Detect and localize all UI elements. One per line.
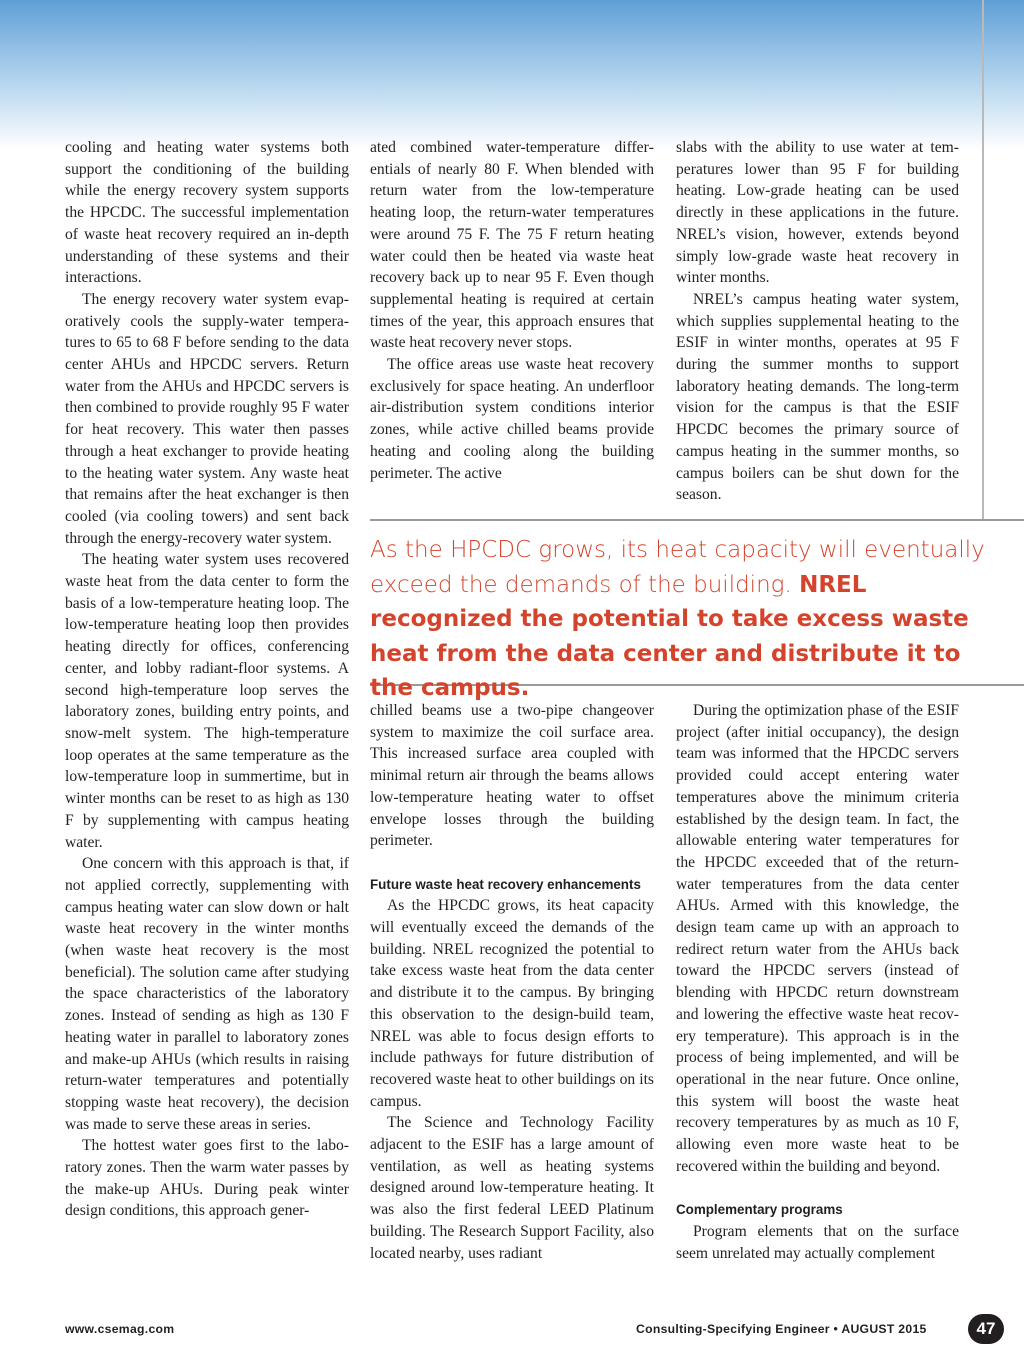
footer-publication: Consulting-Specifying Engineer • AUGUST 2015: [636, 1322, 927, 1336]
column-2-top: [370, 137, 654, 484]
pull-quote-bold-text: NREL recognized the potential to take excess waste heat from the data center and distribute it to the campus.: [370, 571, 969, 701]
body-paragraph: One concern with this approach is that, if not applied correctly, supplementing with campus heating water can slow down or halt waste heat recovery in the winter months (when waste heat recovery is the most beneficial). The solution came after studying the space characteristics of the laboratory zones. Instead of sending as high as 130 F heating water in parallel to laboratory zones and make-up AHUs (which results in raising return-water temperatures and potentially stopping waste heat recovery), the decision was made to serve these areas in series.: [65, 855, 349, 1133]
section-heading: Future waste heat recovery enhancements: [370, 876, 641, 892]
header-gradient-band: [0, 0, 1024, 150]
page-number-badge: 47: [968, 1314, 1004, 1344]
section-heading: Complementary programs: [676, 1202, 843, 1218]
body-paragraph: The office areas use waste heat recovery exclusively for space heating. An underfloor air-distribution system conditions interior zones, while active chilled beams provide heating and cooling along the building perimeter. The active: [370, 356, 654, 482]
body-paragraph: cooling and heating water systems both support the conditioning of the building while the energy recovery system supports the HPCDC. The successful implementation of waste heat recovery required an in-depth understanding of these systems and their interactions.: [65, 139, 349, 287]
right-margin-rule: [982, 0, 984, 520]
body-paragraph: The hottest water goes first to the laboratory zones. Then the warm water passes by the make-up AHUs. During peak winter design conditions, this approach gener-: [65, 1137, 349, 1220]
column-3-bottom: [676, 700, 959, 1264]
pull-quote: [370, 533, 1010, 706]
body-paragraph: The Science and Technology Facility adjacent to the ESIF has a large amount of ventilation, as well as heating systems designed around low-temperature heating. It was also the first federal LEED Platinum building. The Research Support Facility, also located nearby, uses radiant: [370, 1114, 654, 1262]
body-paragraph: NREL’s campus heating water system, which supplies supplemental heating to the ESIF in winter months, operates at 95 F during the summer months to support laboratory heating demands. The long-term vision for the campus is that the ESIF HPCDC becomes the primary source of campus heating in the summer months, so campus boilers can be shut down for the season.: [676, 290, 959, 504]
body-paragraph: As the HPCDC grows, its heat capacity will eventually exceed the demands of the building. NREL recognized the potential to take excess waste heat from the data center and distribute it to the campus. By bringing this observation to the design-build team, NREL was able to focus design efforts to include pathways for future distribution of recovered waste heat to other buildings on its campus.: [370, 897, 654, 1110]
pullquote-top-rule: [370, 519, 1024, 521]
footer-website[interactable]: www.csemag.com: [65, 1322, 175, 1336]
column-1: [65, 137, 349, 1222]
body-paragraph: During the optimization phase of the ESIF project (after initial occupancy), the design team was informed that the HPCDC servers provided could accept entering water temperatures above the minimum criteria established by the design team. In fact, the allowable entering water temperatures for the HPCDC exceeded that of the return-water temperatures from the data center AHUs. Armed with this knowledge, the design team came up with an approach to redirect return water from the AHUs back toward the HPCDC servers (instead of blending with HPCDC return downstream and lowering the effective waste heat recovery temperature). This approach is in the process of being implemented, and will be operational in the near future. Once online, this system will boost the waste heat recovery temperatures by as much as 10 F, allowing even more waste heat to be recovered within the building and beyond.: [676, 702, 959, 1175]
body-paragraph: Program elements that on the surface seem unrelated may actually complement: [676, 1222, 959, 1262]
body-paragraph: The energy recovery water system evaporatively cools the supply-water temperatures to 65 to 68 F before sending to the data center AHUs and HPCDC servers. Return water from the AHUs and HPCDC servers is then combined to provide roughly 95 F water for heat recovery. This water then passes through a heat exchanger to provide heating to the heating water system. Any waste heat that remains after the heat exchanger is then cooled (via cooling towers) and sent back through the energy-recovery water system.: [65, 290, 349, 547]
column-2-bottom: [370, 700, 654, 1264]
body-paragraph: ated combined water-temperature differentials of nearly 80 F. When blended with return water from the low-temperature heating loop, the return-water temperatures were around 75 F. The 75 F return heating water could then be heated via waste heat recovery back up to near 95 F. Even though supplemental heating is required at certain times of the year, this approach ensures that waste heat recovery never stops.: [370, 139, 654, 352]
body-paragraph: The heating water system uses recovered waste heat from the data center to form the basis of a low-temperature heating loop. The low-temperature heating loop then provides heating directly for offices, conferencing center, and lobby radiant-floor systems. A second high-temperature loop serves the laboratory zones, building entry points, and snow-melt system. The high-temperature loop operates at the same temperature as the low-temperature loop in summertime, but in winter months can be reset to as high as 130 F by supplementing with campus heating water.: [65, 551, 349, 851]
pull-quote-light-text: As the HPCDC grows, its heat capacity will eventually exceed the demands of the building.: [370, 537, 985, 598]
column-3-top: [676, 137, 959, 506]
body-paragraph: chilled beams use a two-pipe changeover system to maximize the coil surface area. This increased surface area coupled with minimal return air through the beams allows low-temperature heating water to offset envelope losses through the building perimeter.: [370, 702, 654, 850]
body-paragraph: slabs with the ability to use water at temperatures lower than 95 F for building heating. Low-grade heating can be used directly in these applications in the future. NREL’s vision, however, extends beyond simply low-grade waste heat recovery in winter months.: [676, 139, 959, 287]
